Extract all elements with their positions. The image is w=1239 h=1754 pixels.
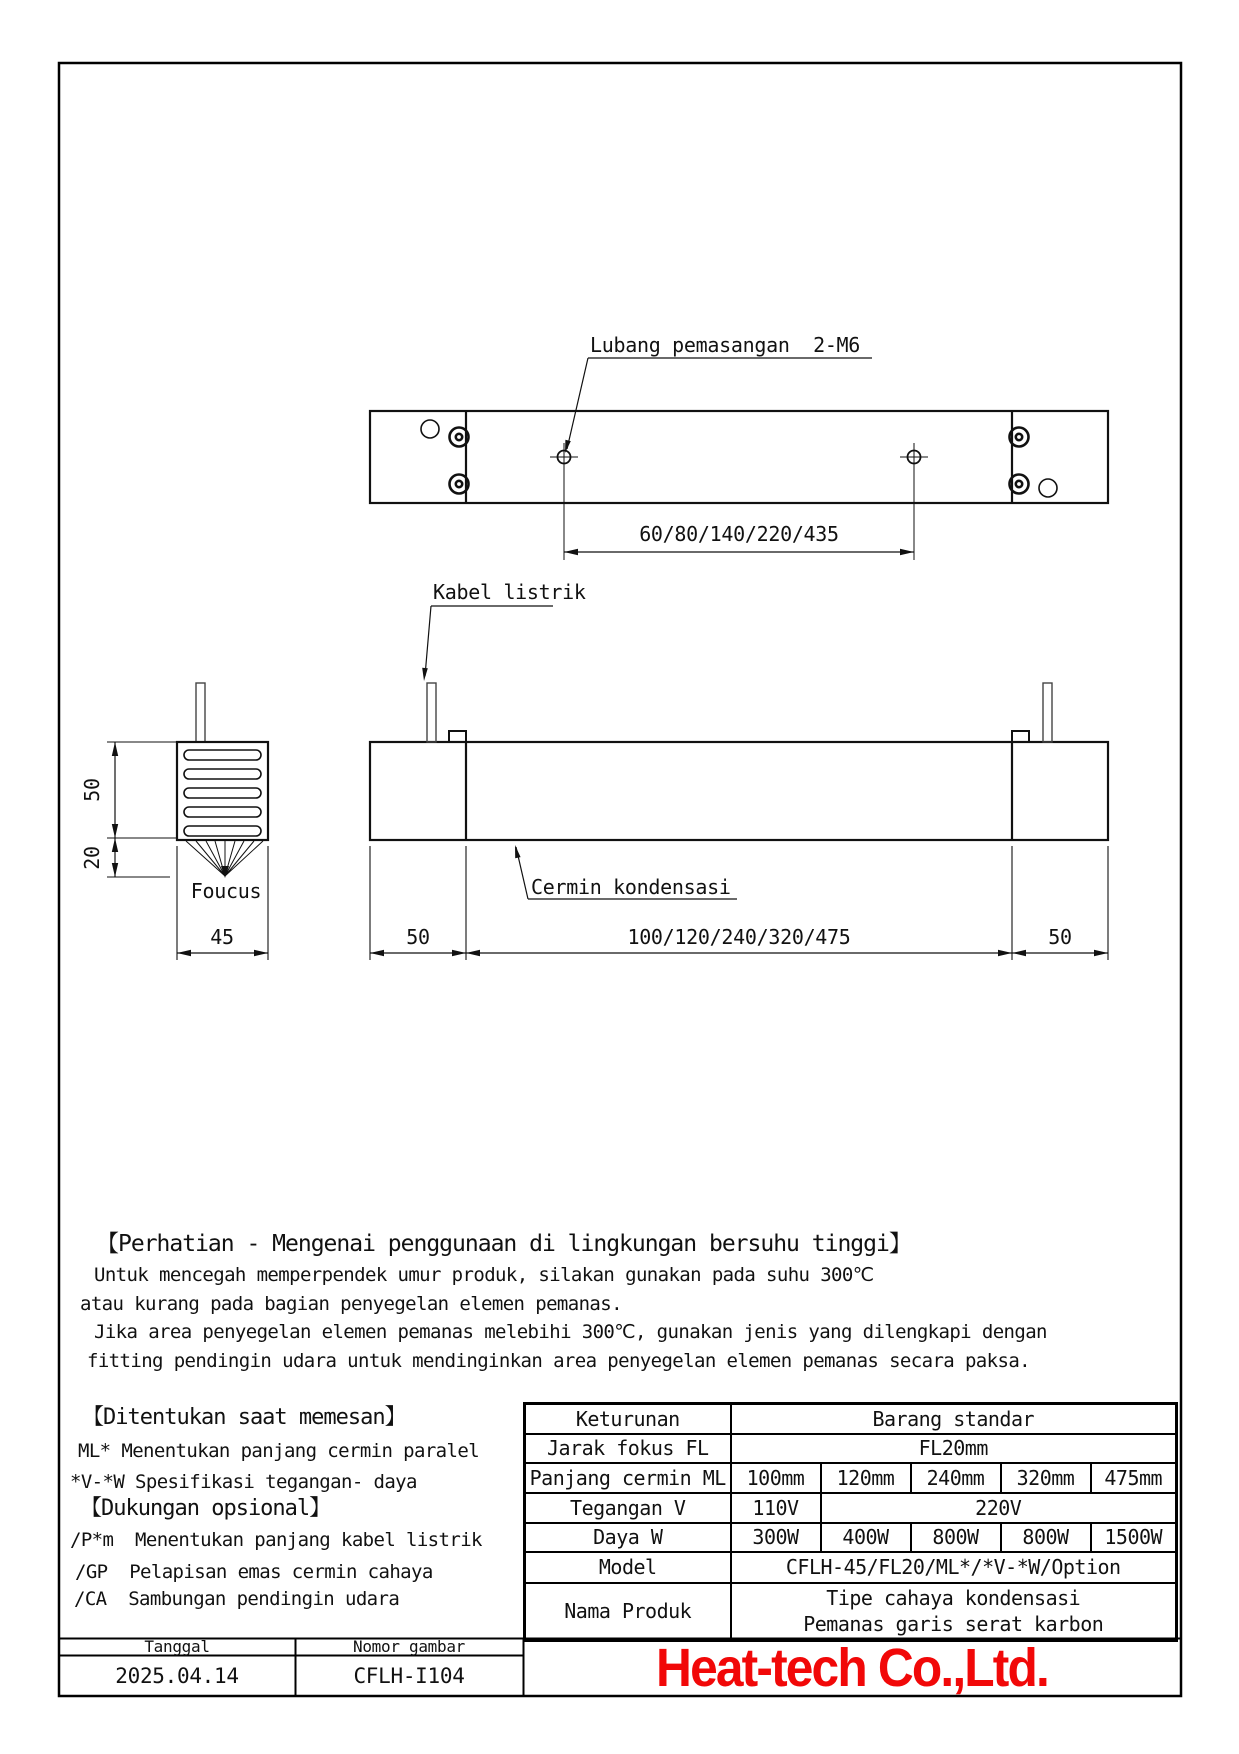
drawing-number-label: Nomor gambar xyxy=(353,1637,465,1656)
front-view-body xyxy=(370,742,1108,840)
terminal-fitting xyxy=(1012,731,1029,742)
power-cable-left xyxy=(427,683,436,742)
arrowhead-icon xyxy=(112,824,118,838)
power-cable xyxy=(196,683,205,742)
dimension-hole-pitch xyxy=(564,522,914,555)
table-row xyxy=(525,1552,1177,1583)
table-row xyxy=(525,1583,1177,1641)
terminal-fitting xyxy=(449,731,466,742)
vent-hole-icon xyxy=(421,420,439,438)
arrowhead-icon xyxy=(254,950,268,956)
arrowhead-icon xyxy=(900,549,914,555)
order-line: *V-*W Spesifikasi tegangan- daya xyxy=(70,1471,417,1493)
screw-icon xyxy=(450,428,1029,494)
warning-title: 【Perhatian - Mengenai penggunaan di lingkungan bersuhu tinggi】 xyxy=(96,1231,911,1257)
row-label: Daya W xyxy=(525,1523,731,1552)
row-value: CFLH-45/FL20/ML*/*V-*W/Option xyxy=(731,1552,1177,1583)
spec-table xyxy=(523,1402,1178,1642)
cell-value: 110V xyxy=(731,1493,821,1523)
end-cap-divider xyxy=(466,411,1012,503)
power-cable-callout xyxy=(422,580,586,681)
optional-line: /GP Pelapisan emas cermin cahaya xyxy=(75,1561,433,1583)
focus-label: Foucus xyxy=(190,879,262,903)
cell-value: 400W xyxy=(821,1523,911,1552)
warning-line: Untuk mencegah memperpendek umur produk, silakan gunakan pada suhu 300℃ xyxy=(94,1264,874,1286)
arrowhead-icon xyxy=(515,845,521,858)
table-row xyxy=(525,1434,1177,1463)
cell-value: 475mm xyxy=(1091,1463,1177,1493)
mounting-hole-right xyxy=(900,443,928,560)
body-height-dimension-text: 50 xyxy=(80,778,104,802)
front-view xyxy=(370,683,1108,840)
row-label: Keturunan xyxy=(525,1404,731,1434)
company-logo-text: Heat-tech Co.,Ltd. xyxy=(656,1638,1048,1698)
hole-pitch-dimension-text: 60/80/140/220/435 xyxy=(639,522,839,546)
row-label: Jarak fokus FL xyxy=(525,1434,731,1463)
arrowhead-icon xyxy=(998,950,1012,956)
arrowhead-icon xyxy=(564,549,578,555)
drawing-number-value: CFLH-I104 xyxy=(353,1664,465,1688)
cell-value: 1500W xyxy=(1091,1523,1177,1552)
date-label: Tanggal xyxy=(144,1637,210,1656)
cell-value: 120mm xyxy=(821,1463,911,1493)
row-value: Barang standar xyxy=(731,1404,1177,1434)
warning-line: Jika area penyegelan elemen pemanas melebihi 300℃, gunakan jenis yang dilengkapi dengan xyxy=(94,1321,1047,1343)
optional-line: /P*m Menentukan panjang kabel listrik xyxy=(70,1529,482,1551)
row-label: Panjang cermin ML xyxy=(525,1463,731,1493)
cell-value: 800W xyxy=(1001,1523,1091,1552)
dimension-side-vertical xyxy=(80,742,177,877)
warning-line: fitting pendingin udara untuk mendinginkan area penyegelan elemen pemanas secara paksa. xyxy=(87,1350,1030,1372)
focus-distance-dimension-text: 20 xyxy=(80,846,104,870)
optional-line: /CA Sambungan pendingin udara xyxy=(74,1588,400,1610)
arrowhead-icon xyxy=(1012,950,1026,956)
order-section-title: 【Ditentukan saat memesan】 xyxy=(82,1405,406,1430)
table-row xyxy=(525,1493,1177,1523)
heater-element-slots xyxy=(184,750,261,836)
row-value: FL20mm xyxy=(731,1434,1177,1463)
condensing-mirror-label: Cermin kondensasi xyxy=(531,875,731,899)
order-line: ML* Menentukan panjang cermin paralel xyxy=(78,1440,480,1462)
arrowhead-icon xyxy=(112,838,118,852)
left-end-dimension-text: 50 xyxy=(406,925,430,949)
side-view xyxy=(177,683,268,878)
row-value xyxy=(731,1583,1177,1641)
arrowhead-icon xyxy=(112,742,118,756)
cell-value: 320mm xyxy=(1001,1463,1091,1493)
mounting-hole-left xyxy=(550,443,578,560)
right-end-dimension-text: 50 xyxy=(1048,925,1072,949)
product-name-line2: Pemanas garis serat karbon xyxy=(803,1612,1104,1637)
arrowhead-icon xyxy=(1094,950,1108,956)
row-label: Nama Produk xyxy=(525,1583,731,1641)
arrowhead-icon xyxy=(370,950,384,956)
cell-value: 240mm xyxy=(911,1463,1001,1493)
cell-value: 800W xyxy=(911,1523,1001,1552)
body-width-dimension-text: 45 xyxy=(210,925,234,949)
mounting-hole-label: Lubang pemasangan 2-M6 xyxy=(590,333,861,357)
mounting-hole-callout xyxy=(565,333,872,453)
arrowhead-icon xyxy=(466,950,480,956)
top-view-body xyxy=(370,411,1108,503)
power-cable-right xyxy=(1043,683,1052,742)
date-value: 2025.04.14 xyxy=(115,1664,239,1688)
leader-line xyxy=(425,606,553,676)
end-cap-divider xyxy=(466,742,1012,840)
row-label: Model xyxy=(525,1552,731,1583)
table-row xyxy=(525,1404,1177,1434)
table-row xyxy=(525,1463,1177,1493)
cell-value: 220V xyxy=(821,1493,1177,1523)
cell-value: 100mm xyxy=(731,1463,821,1493)
arrowhead-icon xyxy=(452,950,466,956)
warning-line: atau kurang pada bagian penyegelan elemen pemanas. xyxy=(80,1293,622,1315)
power-cable-label: Kabel listrik xyxy=(433,580,586,604)
mirror-length-dimension-text: 100/120/240/320/475 xyxy=(627,925,851,949)
product-name-line1: Tipe cahaya kondensasi xyxy=(826,1586,1081,1611)
dimension-side-width xyxy=(177,846,268,960)
vent-hole-icon xyxy=(1039,479,1057,497)
arrowhead-icon xyxy=(422,668,428,681)
condensing-mirror-callout xyxy=(515,845,737,899)
row-label: Tegangan V xyxy=(525,1493,731,1523)
dimension-front-bottom xyxy=(370,846,1108,960)
arrowhead-icon xyxy=(112,863,118,877)
company-logo xyxy=(523,1640,1181,1696)
arrowhead-icon xyxy=(177,950,191,956)
optional-section-title: 【Dukungan opsional】 xyxy=(80,1496,331,1521)
extension-line xyxy=(107,742,177,877)
leader-line xyxy=(567,358,872,449)
cell-value: 300W xyxy=(731,1523,821,1552)
table-row xyxy=(525,1523,1177,1552)
